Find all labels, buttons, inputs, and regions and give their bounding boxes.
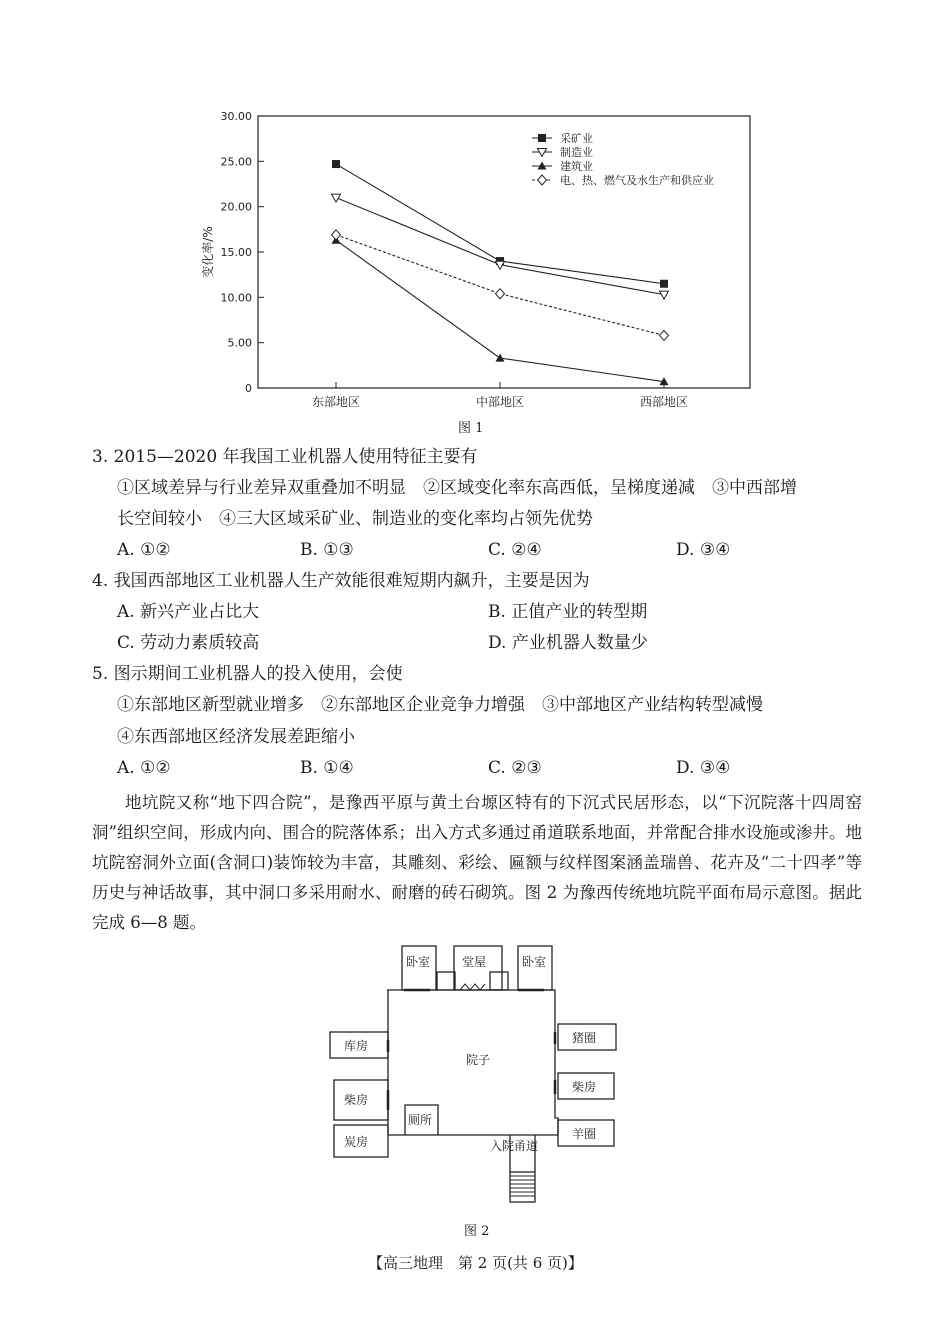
series-line-1 bbox=[336, 198, 664, 295]
page-footer: 【高三地理 第 2 页(共 6 页)】 bbox=[368, 1254, 583, 1272]
label-firewood-left: 柴房 bbox=[344, 1093, 369, 1107]
q3-option-c[interactable]: C. ②④ bbox=[488, 540, 542, 560]
legend-label-0: 采矿业 bbox=[560, 132, 593, 145]
x-tick-label: 西部地区 bbox=[639, 395, 689, 409]
y-tick-label: 5.00 bbox=[227, 336, 252, 350]
y-tick-label: 25.00 bbox=[220, 155, 252, 169]
q3-stem: 3. 2015—2020 年我国工业机器人使用特征主要有 bbox=[92, 447, 478, 467]
q3-option-d[interactable]: D. ③④ bbox=[676, 540, 731, 560]
q5-option-d[interactable]: D. ③④ bbox=[676, 758, 731, 778]
data-point-s1-0 bbox=[332, 194, 341, 202]
data-point-s2-1 bbox=[496, 354, 505, 362]
data-point-s0-2 bbox=[660, 280, 668, 288]
x-tick-label: 东部地区 bbox=[311, 395, 361, 409]
y-tick-label: 30.00 bbox=[220, 110, 252, 123]
q4-option-b[interactable]: B. 正值产业的转型期 bbox=[488, 602, 648, 622]
q3-statement-line2: 长空间较小 ④三大区域采矿业、制造业的变化率均占领先优势 bbox=[117, 509, 593, 529]
hall-door-mark bbox=[460, 984, 485, 990]
q5-option-b[interactable]: B. ①④ bbox=[300, 758, 354, 778]
line-chart bbox=[190, 100, 770, 440]
label-charcoal: 炭房 bbox=[344, 1135, 369, 1149]
q3-statement-line1: ①区域差异与行业差异双重叠加不明显 ②区域变化率东高西低，呈梯度递减 ③中西部增 bbox=[117, 478, 797, 498]
reading-passage: 地坑院又称“地下四合院”，是豫西平原与黄土台塬区特有的下沉式民居形态，以“下沉院落十四周窑洞”组织空间，形成内向、围合的院落体系；出入方式多通过甬道联系地面，并常配合排水设施或渗井。地坑院窑洞外立面(含洞口)装饰较为丰富，其雕刻、彩绘、匾额与纹样图案涵盖瑞兽、花卉及“二十四孝”等历史与神话故事，其中洞口多采用耐水、耐磨的砖石砌筑。图 2 为豫西传统地坑院平面布局示意图。据此完成 6—8 题。 bbox=[92, 793, 862, 932]
data-point-s1-2 bbox=[660, 291, 669, 299]
label-entrance: 入院甬道 bbox=[490, 1139, 539, 1153]
figure-1-caption: 图 1 bbox=[458, 421, 484, 436]
q3-option-a[interactable]: A. ①② bbox=[117, 540, 171, 560]
label-firewood-right: 柴房 bbox=[572, 1080, 597, 1094]
legend-marker-0 bbox=[538, 134, 546, 142]
y-axis-label: 变化率/% bbox=[201, 226, 215, 278]
label-toilet: 厕所 bbox=[408, 1113, 433, 1127]
label-storage: 库房 bbox=[344, 1039, 369, 1053]
data-point-s3-2 bbox=[660, 330, 669, 340]
plot-frame bbox=[258, 116, 750, 388]
q5-statement-line2: ④东西部地区经济发展差距缩小 bbox=[117, 727, 355, 747]
data-point-s3-0 bbox=[332, 230, 341, 240]
data-point-s3-1 bbox=[496, 289, 505, 299]
q4-option-a[interactable]: A. 新兴产业占比大 bbox=[117, 602, 260, 622]
label-pigsty: 猪圈 bbox=[572, 1031, 597, 1045]
legend-label-1: 制造业 bbox=[560, 146, 593, 159]
legend-label-3: 电、热、燃气及水生产和供应业 bbox=[560, 174, 714, 187]
figure-2-caption: 图 2 bbox=[464, 1224, 490, 1239]
q4-option-c[interactable]: C. 劳动力素质较高 bbox=[117, 633, 260, 653]
q3-option-b[interactable]: B. ①③ bbox=[300, 540, 354, 560]
label-hall: 堂屋 bbox=[462, 955, 487, 969]
q5-option-a[interactable]: A. ①② bbox=[117, 758, 171, 778]
q4-stem: 4. 我国西部地区工业机器人生产效能很难短期内飙升，主要是因为 bbox=[92, 571, 590, 591]
y-tick-label: 20.00 bbox=[220, 200, 252, 214]
q5-statement-line1: ①东部地区新型就业增多 ②东部地区企业竞争力增强 ③中部地区产业结构转型减慢 bbox=[117, 695, 763, 715]
legend-label-2: 建筑业 bbox=[560, 160, 593, 173]
y-tick-label: 15.00 bbox=[220, 246, 252, 259]
q4-option-d[interactable]: D. 产业机器人数量少 bbox=[488, 633, 648, 653]
label-bedroom-left: 卧室 bbox=[406, 955, 431, 969]
y-tick-label: 0 bbox=[245, 382, 252, 395]
data-point-s0-0 bbox=[332, 160, 340, 168]
q5-option-c[interactable]: C. ②③ bbox=[488, 758, 542, 778]
label-bedroom-right: 卧室 bbox=[522, 955, 547, 969]
label-yard: 院子 bbox=[466, 1053, 491, 1067]
legend-marker-3 bbox=[538, 175, 547, 185]
y-tick-label: 10.00 bbox=[220, 291, 252, 305]
label-sheep: 羊圈 bbox=[572, 1127, 597, 1141]
x-tick-label: 中部地区 bbox=[475, 395, 525, 409]
courtyard-plan-diagram bbox=[320, 940, 630, 1215]
q5-stem: 5. 图示期间工业机器人的投入使用，会使 bbox=[92, 664, 403, 684]
